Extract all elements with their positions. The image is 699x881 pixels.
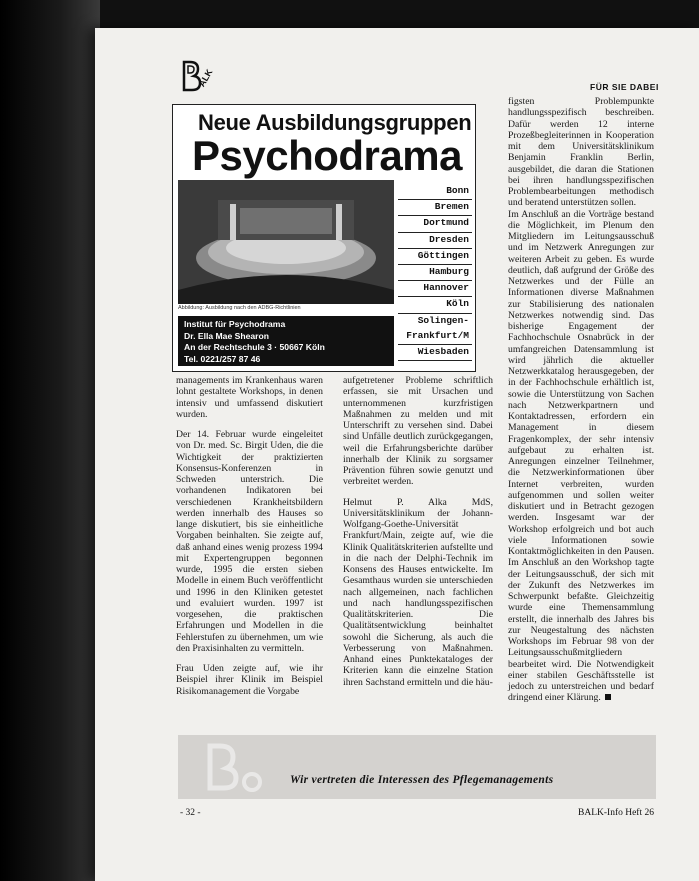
city-item: Bremen [398,200,472,216]
balk-logo-icon [178,58,216,94]
city-item: Hannover [398,281,472,297]
city-item: Wiesbaden [398,345,472,361]
psychodrama-stage-photo [178,180,394,304]
balk-watermark-icon [200,742,270,794]
ad-photo-caption: Abbildung: Ausbildung nach den ADBG-Richtlinien [178,305,301,311]
article-column-1 [176,375,323,706]
institute-contact-person: Dr. Ella Mae Shearon [184,330,270,341]
institute-address: An der Rechtschule 3 · 50667 Köln [184,342,325,352]
article-column-3 [508,96,654,713]
city-item: Dortmund [398,216,472,232]
article-paragraph-text: Im Anschluß an die Vorträge bestand die Möglichkeit, im Plenum den Mitgliedern im Leitungsausschuß und im Netzwerk Anregungen zur weiteren Arbeit zu geben. Es wurde deutlich, daß aufgrund der Größe des Netzwerkes und der Fülle an Informationen diverse Maßnahmen zur Stabilisierung des nationalen Netzwerkes notwendig sind. Das bisherige Engagement der Fachhochschule Osnabrück in der umfangreichen Datensammlung ist wird jährlich die aktueller Netzwerkkatalog herausgegeben, der in der Fachhochschule erhältlich ist, sowie die Unterstützung von Sachen nach Netzwerkpartnern und Kontaktadressen, erfordern ein Management in diesem Fragenkomplex, der sehr intensiv aufgebaut zu erhalten ist. Anregungen einzelner Teilnehmer, die Netzwerkinformationen über Internet verbreiten, wurden aufgenommen und sollen weiter diskutiert und in Betracht gezogen werden. Insgesamt war der Workshop erfolgreich und bot auch viele Informationen sowie Kontaktmöglichkeiten in den Pausen. Im Anschluß an den Workshop tagte der Leitungsausschuß, der sich mit der Zukunft des Netzwerkes im Schwerpunkt befaßte. Gleichzeitig wurde eine Themensammlung erstellt, die innerhalb des Jahres bis zur Neugestaltung des nächsten Workshops im Februar 98 von der Leitungsausschußmitgliedern bearbeitet wird. Die Notwendigkeit einer stabilen Geschäftsstelle ist jedoch zu unterstreichen und bedarf dringend einer Klärung. [508,208,654,704]
city-item: Bonn [398,184,472,200]
city-item: Köln [398,297,472,313]
ad-subtitle: Psychodrama [192,132,462,179]
city-list [398,184,472,361]
article-paragraph: figsten Problempunkte handlungsspezifisch beschreiben. Dafür werden 12 interne Prozeßbegleiterinnen in Kooperation mit dem Universitätsklinikum Benjamin Franklin Berlin, ausgebildet, die daran die Stationen bei ihren handlungsspezifischen Problembearbeitungen methodisch und beratend unterstützen sollen. [508,96,654,209]
city-item: Dresden [398,233,472,249]
ad-title: Neue Ausbildungsgruppen [198,110,472,135]
city-item: Göttingen [398,249,472,265]
institute-address-box [178,316,394,366]
article-paragraph [508,209,654,704]
institute-name: Institut für Psychodrama [184,319,286,329]
section-label: FÜR SIE DABEI [590,82,659,92]
article-paragraph: managements im Krankenhaus waren lohnt gestaltete Workshops, in denen intensiv und umfassend diskutiert wurden. [176,375,323,420]
institute-phone: Tel. 0221/257 87 46 [184,353,261,364]
issue-label: BALK-Info Heft 26 [578,808,654,818]
article-paragraph: aufgetretener Probleme schriftlich erfassen, sie mit Ursachen und unternommenen kurzfristigen Maßnahmen zu melden und mit Unterschrift zu versehen sind. Dabei sind Unfälle deutlich zurückgegangen, weil die Erfahrungsberichte darüber innerhalb der Klinik zu sorgsamer Prävention führen sowie genutzt und verbreitet werden. [343,375,493,488]
city-item: Hamburg [398,265,472,281]
end-of-article-mark [605,694,611,700]
article-paragraph: Frau Uden zeigte auf, wie ihr Beispiel ihrer Klinik im Beispiel Risikomanagement die Vorgabe [176,663,323,697]
article-paragraph: Der 14. Februar wurde eingeleitet von Dr. med. Sc. Birgit Uden, die die Wichtigkeit der praktizierten Konsensus-Konferenzen in Schweden unterstrich. Die vorhandenen Indikatoren bei verschiedenen Krankheitsbildern werden innerhalb des Hauses so lange diskutiert, bis sie einheitliche Vorgaben beinhalten. Sie zeigte auf, daß anhand eines wenig prozess 1994 mit Expertengruppen begonnen wurde, 1995 die ersten sieben Modelle in einem Buch veröffentlicht und 1996 in den Kliniken getestet und evaluiert wurden. 1997 ist vorgesehen, die praktischen Erfahrungen und Modellen in die Fehlerstufen zu übernehmen, um wie den Praxisinhalten zu vermitteln. [176,429,323,654]
scan-shadow-edge [0,0,100,881]
article-column-2 [343,375,493,697]
banner-slogan: Wir vertreten die Interessen des Pflegemanagements [290,774,554,786]
svg-text:ALK: ALK [196,67,215,89]
article-paragraph: Helmut P. Alka MdS, Universitätsklinikum der Johann-Wolfgang-Goethe-Universität Frankfurt/Main, zeigte auf, wie die Klinik Qualitätskriterien aufstellte und in die nach der Delphi-Technik im Konsens des Hauses entwickelte. Im Gesamthaus wurden sie unterschieden nach allgemeinen, nach fachlichen und nach handlungsspezifischen Qualitätskriterien. Die Qualitätsentwicklung beinhaltet sowohl die Sicherung, als auch die Verbesserung von Maßnahmen. Anhand eines Punktekataloges der Kriterien kann die einzelne Station ihren Sachstand ermitteln und die häu- [343,496,493,688]
city-item: Solingen- [417,314,469,326]
page-number: - 32 - [180,808,201,818]
city-item: Frankfurt/M [398,329,472,345]
